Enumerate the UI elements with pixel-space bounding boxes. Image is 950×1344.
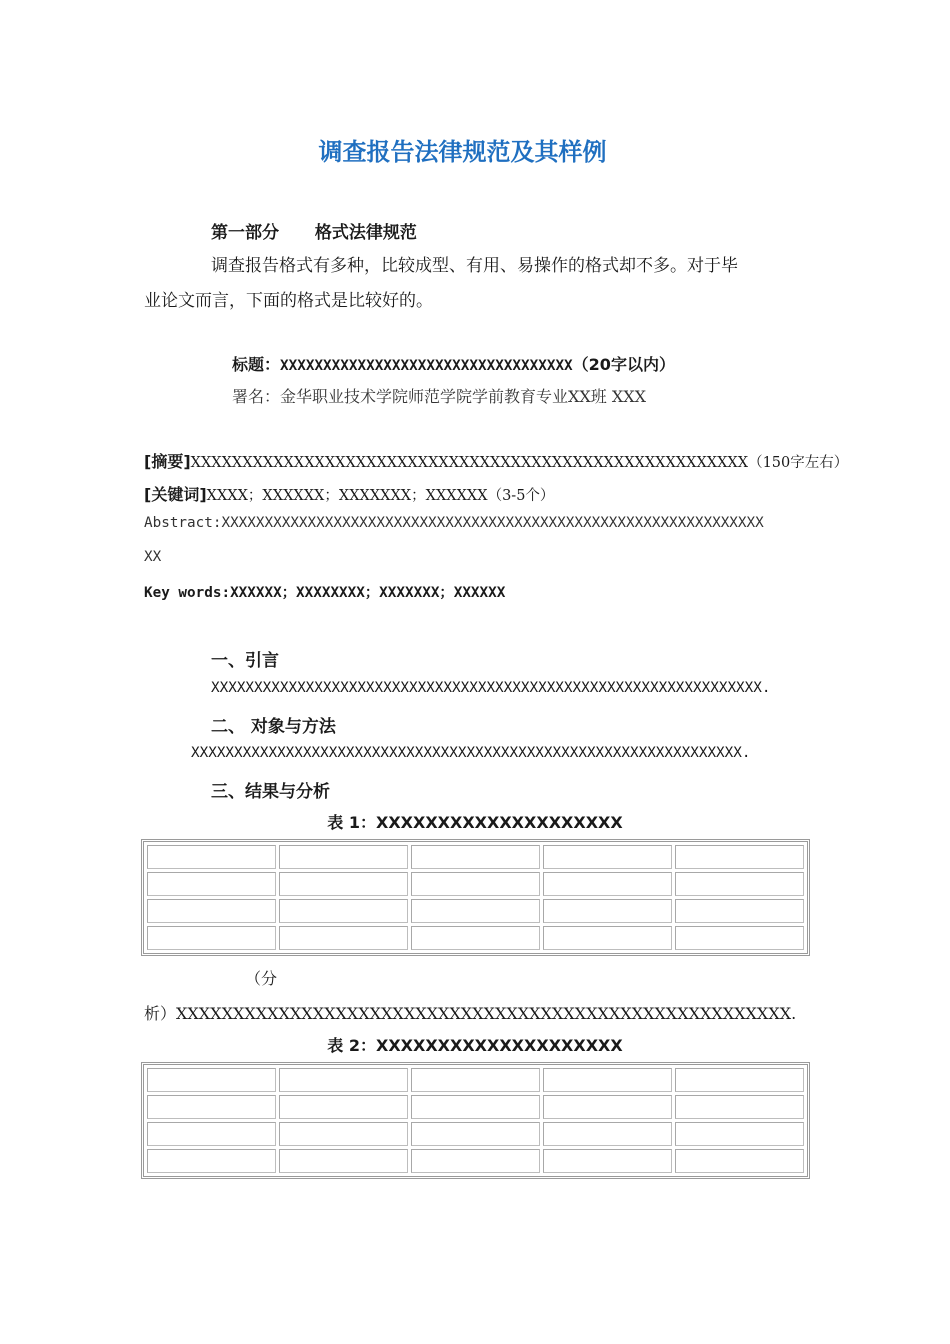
table-cell (279, 1149, 408, 1173)
intro-line-1: 调查报告格式有多种，比较成型、有用、易操作的格式却不多。对于毕 (211, 256, 738, 276)
keywords-cn (144, 482, 554, 505)
keywords-en: Key words:XXXXXX；XXXXXXXX；XXXXXXX；XXXXXX (144, 585, 506, 601)
table-cell (279, 872, 408, 896)
table-cell (411, 899, 540, 923)
table-1-caption (0, 810, 950, 833)
table-2-caption-text: 表 2：XXXXXXXXXXXXXXXXXXXX (327, 1036, 623, 1055)
table-row (147, 1095, 804, 1119)
table-cell (411, 926, 540, 950)
title-placeholder: XXXXXXXXXXXXXXXXXXXXXXXXXXXXXXXXXX (280, 358, 573, 374)
table-row (147, 1068, 804, 1092)
table-2-caption (0, 1033, 950, 1056)
table-cell (543, 1149, 672, 1173)
template-title-line (232, 352, 675, 375)
abstract-en-line-1: Abstract:XXXXXXXXXXXXXXXXXXXXXXXXXXXXXXXXXXXXXXXXXXXXXXXXXXXXXXXXXXXXXXX (144, 515, 764, 531)
table-cell (675, 1122, 804, 1146)
table-cell (411, 1068, 540, 1092)
table-1-caption-text: 表 1：XXXXXXXXXXXXXXXXXXXX (327, 813, 623, 832)
table-cell (147, 1122, 276, 1146)
section-2-body: XXXXXXXXXXXXXXXXXXXXXXXXXXXXXXXXXXXXXXXXXXXXXXXXXXXXXXXXXXXXXXXX. (191, 745, 751, 761)
table-2 (141, 1062, 810, 1179)
table-cell (543, 845, 672, 869)
part-heading-text: 格式法律规范 (314, 223, 417, 243)
table-cell (147, 1068, 276, 1092)
table-cell (675, 872, 804, 896)
table-cell (279, 1068, 408, 1092)
table-cell (543, 899, 672, 923)
table-cell (411, 1149, 540, 1173)
title-note: （20字以内） (572, 355, 675, 374)
abstract-en-line-2: XX (144, 549, 162, 565)
table-cell (543, 1095, 672, 1119)
document-title: 调查报告法律规范及其样例 (318, 138, 607, 166)
analysis-line-1: （分 (245, 969, 278, 988)
table-cell (147, 926, 276, 950)
table-cell (675, 845, 804, 869)
table-cell (147, 1149, 276, 1173)
table-cell (279, 845, 408, 869)
keywords-cn-label: [关键词] (144, 485, 207, 504)
table-cell (543, 1122, 672, 1146)
table-cell (543, 926, 672, 950)
table-cell (147, 899, 276, 923)
table-row (147, 899, 804, 923)
abstract-cn-value: XXXXXXXXXXXXXXXXXXXXXXXXXXXXXXXXXXXXXXXXXXXXXXXXXXXXXX（150字左右） (190, 455, 849, 471)
part-heading (211, 218, 417, 243)
table-cell (543, 872, 672, 896)
table-cell (279, 1122, 408, 1146)
table-cell (543, 1068, 672, 1092)
table-row (147, 845, 804, 869)
table-cell (675, 926, 804, 950)
section-3-heading: 三、结果与分析 (211, 782, 330, 802)
section-1-body: XXXXXXXXXXXXXXXXXXXXXXXXXXXXXXXXXXXXXXXXXXXXXXXXXXXXXXXXXXXXXXXX. (211, 680, 771, 696)
signature-line: 署名：金华职业技术学院师范学院学前教育专业XX班 XXX (232, 387, 647, 406)
abstract-cn-label: [摘要] (144, 452, 191, 471)
section-2-heading: 二、 对象与方法 (211, 717, 336, 737)
table-cell (675, 1149, 804, 1173)
table-cell (411, 1095, 540, 1119)
table-cell (279, 1095, 408, 1119)
table-cell (411, 1122, 540, 1146)
table-row (147, 1122, 804, 1146)
title-label: 标题： (232, 355, 281, 374)
table-row (147, 926, 804, 950)
abstract-cn (144, 449, 848, 472)
part-heading-number: 第一部分 (211, 223, 279, 243)
table-row (147, 872, 804, 896)
analysis-line-2: 析）XXXXXXXXXXXXXXXXXXXXXXXXXXXXXXXXXXXXXXXXXXXXXXXXXXXXXX. (144, 1004, 797, 1023)
table-cell (675, 1068, 804, 1092)
table-cell (675, 899, 804, 923)
table-cell (675, 1095, 804, 1119)
table-cell (411, 872, 540, 896)
table-cell (147, 872, 276, 896)
section-1-heading: 一、引言 (211, 651, 279, 671)
keywords-cn-value: XXXX；XXXXXX；XXXXXXX；XXXXXX（3-5个） (206, 488, 555, 504)
table-cell (279, 899, 408, 923)
table-cell (147, 1095, 276, 1119)
table-cell (147, 845, 276, 869)
intro-line-2: 业论文而言，下面的格式是比较好的。 (144, 291, 433, 311)
table-cell (411, 845, 540, 869)
table-row (147, 1149, 804, 1173)
table-1 (141, 839, 810, 956)
table-cell (279, 926, 408, 950)
